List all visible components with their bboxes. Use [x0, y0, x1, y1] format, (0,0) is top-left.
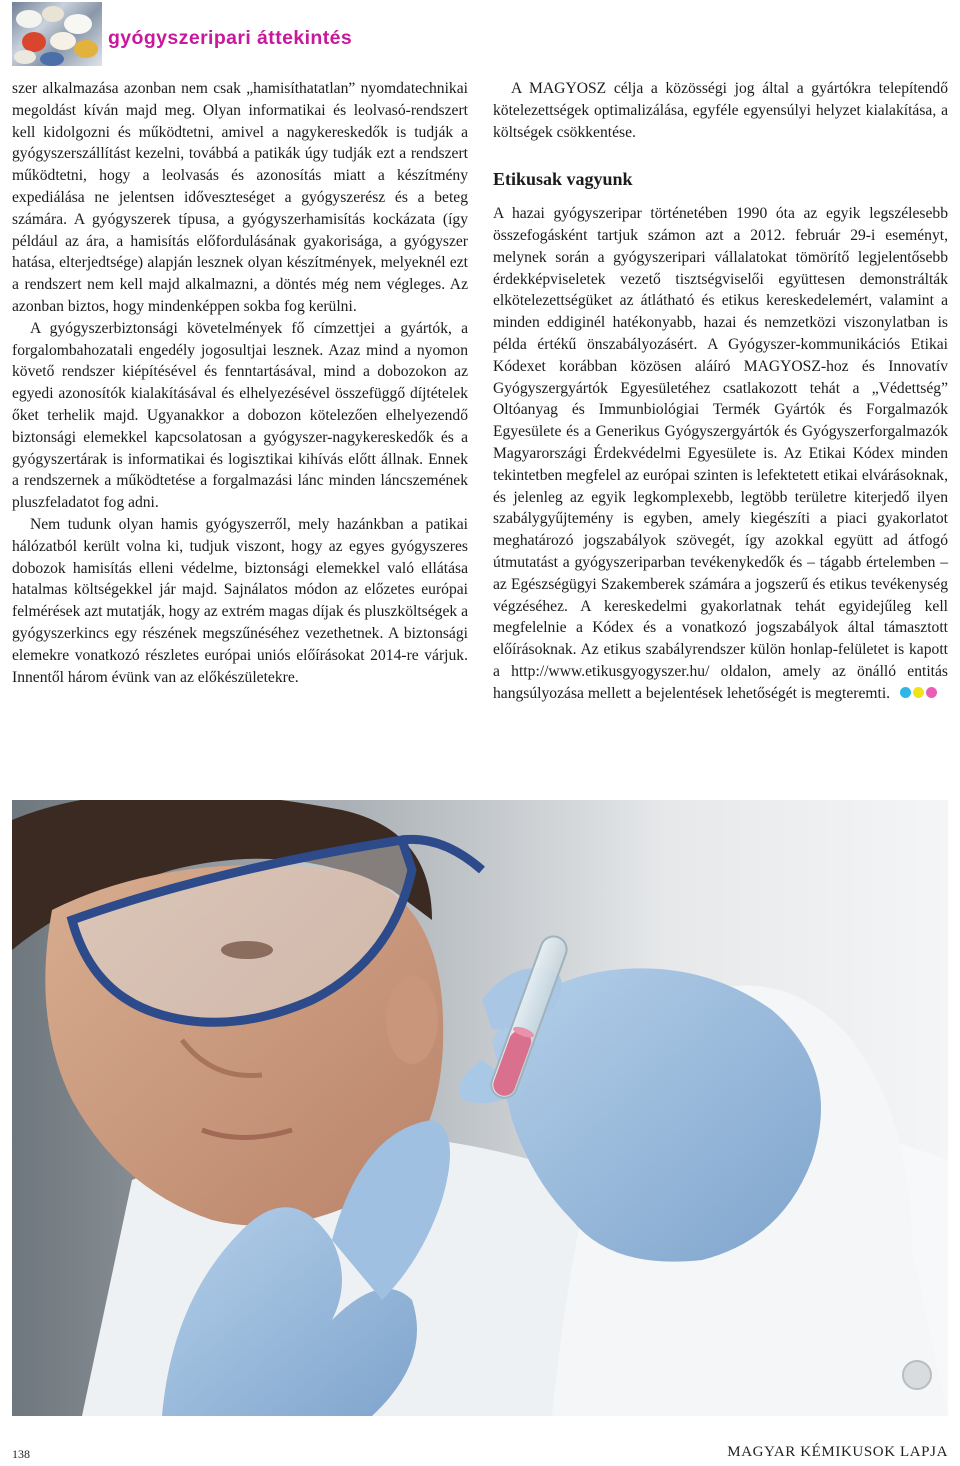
pill-shape	[50, 32, 76, 50]
pill-shape	[64, 14, 92, 34]
pill-shape	[40, 52, 64, 66]
subheading: Etikusak vagyunk	[493, 169, 633, 190]
section-title: gyógyszeripari áttekintés	[108, 27, 353, 49]
article-end-mark	[898, 683, 937, 705]
right-column	[493, 78, 948, 705]
intro-paragraph: A MAGYOSZ célja a közösségi jog által a gyártókra telepítendő kötelezettségek optimalizálása, egyféle egyensúlyi helyzet kialakítása, a költségek csökkentése.	[493, 80, 948, 141]
body-paragraph: A gyógyszerbiztonsági követelmények fő címzettjei a gyártók, a forgalombahozatali engedély jogosultjai lesznek. Azaz mind a nyomon követő rendszer kiépítésével és fenntartásával, mind a dobozokon az egyedi azonosítók kialakításával és elhelyezésével összefüggő díjtételek őket terhelik majd. Ugyanakkor a dobozon kötelezően elhelyezendő biztonsági elemekkel kapcsolatosan a gyógyszer-nagykereskedők és a gyógyszertárak is informatikai és logisztikai kihívás előtt állnak. Ennek a rendszernek a működtetése a forgalmazási lánc minden láncszemének pluszfeladatot fog adni.	[12, 319, 468, 512]
pill-shape	[16, 10, 42, 28]
pill-shape	[14, 50, 36, 64]
scientist-photo-illustration	[12, 800, 948, 1416]
body-paragraph-text: A hazai gyógyszeripar történetében 1990 óta az egyik legszélesebb összefogásként tartjuk számon azt a 2012. február 29-i eseményt, melynek során a gyógyszeripari vállalatokat tömörítő legjelentősebb érdekképviseletek vezető tisztségviselői együttesen demonstrálták elkötelezettségüket az átlátható és etikus kereskedelemért, valamint a minden eddiginél hatékonyabb, hazai és nemzetközi viszonylatban is példa értékű önszabályozásért. A Gyógyszer-kommunikációs Etikai Kódexet korábban közösen aláíró MAGYOSZ-hoz és Innovatív Gyógyszergyártók Egyesületéhez csatlakozott tehát a „Védettség” Oltóanyag és Immunbiológiai Termék Gyártók és Forgalmazók Egyesülete és a Generikus Gyógyszergyártók és Gyógyszerforgalmazók Magyarországi Érdekvédelmi Egyesülete is. Az Etikai Kódex minden tekintetben megfelel az európai szinten is lefektetett etikai elvárásoknak, és jelenleg az egyik legkomplexebb, legtöbb területre kiterjedő ilyen szabálygyűjtemény is egyben, amely kiegészíti a piaci gyakorlatot meghatározó jogszabályok szövegét, így azokkal együtt ad átfogó útmutatást a gyógyszeriparban tevékenykedők és – tágabb értelemben – az Egészségügyi Szakemberek számára a jogszerű és etikus tevékenység végzéséhez. A kereskedelmi gyakorlatnak tehát egyidejűleg kell megfelelnie a Kódex és a vonatkozó jogszabályok által támasztott előírásoknak. Az etikus szabályrendszer külön honlap-felületet is kapott a http://www.etikusgyogyszer.hu/ oldalon, amely az önálló entitás hangsúlyozása mellett a bejelentések lehetőségét is megteremti.	[493, 205, 948, 702]
left-column	[12, 78, 468, 688]
body-paragraph: Nem tudunk olyan hamis gyógyszerről, mely hazánkban a patikai hálózatból került volna ki, tudjuk viszont, hogy az egyes gyógyszeres dobozok hamisítás elleni védelme, biztonsági elemekkel való ellátása hatalmas költségekkel jár majd. Sajnálatos módon az előzetes európai felmérések azt mutatják, hogy az extrém magas díjak és pluszköltségek a gyógyszerkincs egy részének megszűnéséhez vezethetnek. A biztonsági elemekre vonatkozó részletes európai uniós előírásokat 2014-re várjuk. Innentől három évünk van az előkészületekre.	[12, 515, 468, 686]
scientist-photo	[12, 800, 948, 1416]
pill-shape	[74, 40, 98, 58]
pill-shape	[22, 32, 46, 52]
end-dot-cyan	[900, 687, 911, 698]
body-paragraph: szer alkalmazása azonban nem csak „hamisíthatatlan” nyomdatechnikai megoldást kíván majd meg. Olyan informatikai és leolvasó-rendszert kell kidolgozni és működtetni, amivel a nagykereskedők is tudják a gyógyszerszállítást kezelni, továbbá a patikák úgy tudják ezt a rendszert működtetni, hogy a leolvasás és azonosítás miatt a készítmény expediálása ne jelentsen időveszteséget a gyógyszerész és a beteg számára. A gyógyszerek típusa, a gyógyszerhamisítás kockázata (így például az ára, a hamisítás előfordulásának gyakorisága, a gyógyszer hatása, elterjedtsége) alapján lesznek olyan készítmények, melyeknél ezt a rendszert nem kell majd alkalmazni, a döntés még nem végleges. Az azonban biztos, hogy mindenképpen sokba fog kerülni.	[12, 80, 468, 315]
pills-thumbnail-image	[12, 2, 102, 66]
page-number: 138	[12, 1447, 30, 1461]
end-dot-magenta	[926, 687, 937, 698]
body-paragraph	[493, 203, 948, 705]
pill-shape	[42, 6, 64, 22]
journal-name: MAGYAR KÉMIKUSOK LAPJA	[727, 1444, 948, 1460]
end-dot-yellow	[913, 687, 924, 698]
